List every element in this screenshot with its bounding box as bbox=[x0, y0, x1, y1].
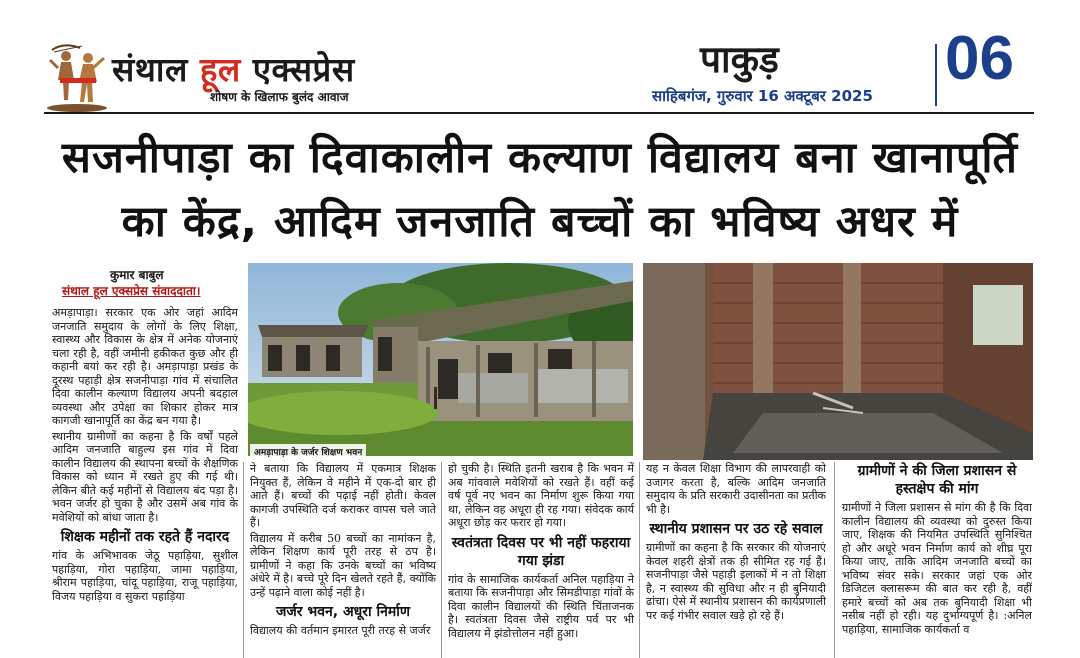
paragraph: ग्रामीणों का कहना है कि सरकार की योजनाएं केवल शहरी क्षेत्रों तक ही सीमित रह गई हैं। सजनीपाड़ा जैसे पहाड़ी इलाकों में न तो शिक्षा है, न स्वास्थ्य की सुविधा और न ही बुनियादी ढांचा। ऐसे में स्थानीय प्रशासन की कार्यप्रणाली पर कई गंभीर सवाल खड़े हो रहे हैं। bbox=[646, 541, 826, 622]
masthead bbox=[0, 0, 1080, 112]
article-column-2 bbox=[250, 462, 436, 658]
column-divider bbox=[243, 462, 244, 658]
brand-name-accent: हूल bbox=[199, 50, 241, 89]
subheading: ग्रामीणों ने की जिला प्रशासन से हस्तक्षेप की मांग bbox=[857, 463, 1017, 497]
tribal-hunters-logo bbox=[44, 40, 110, 112]
headline-line-1: सजनीपाड़ा का दिवाकालीन कल्याण विद्यालय बना खानापूर्ति bbox=[61, 133, 1019, 183]
subheading: जर्जर भवन, अधूरा निर्माण bbox=[275, 604, 410, 620]
brand-name: संथाल हूल एक्सप्रेस bbox=[112, 50, 355, 89]
paragraph: गांव के अभिभावक जेठू पहाड़िया, सुशील पहाड़िया, गोरा पहाड़िया, जामा पहाड़िया, श्रीराम पहाड़िया, चांदू पहाड़िया, राजू पहाड़िया, विजय पहाड़िया व सुकरा पहाड़िया bbox=[52, 549, 238, 603]
unfinished-classroom-photo bbox=[643, 263, 1033, 460]
paragraph: ने बताया कि विद्यालय में एकमात्र शिक्षक नियुक्त हैं, लेकिन वे महीने में एक-दो बार ही आते हैं। बच्चों की पढ़ाई नहीं होती। केवल कागजी उपस्थिति दर्ज कराकर वापस चले जाते हैं। bbox=[250, 462, 436, 529]
masthead-rule bbox=[44, 112, 1034, 114]
article-column-5 bbox=[842, 462, 1032, 658]
column-divider bbox=[834, 462, 835, 658]
article-column-3 bbox=[448, 462, 634, 658]
subheading: स्थानीय प्रशासन पर उठ रहे सवाल bbox=[649, 521, 823, 537]
city-name: पाकुड़ bbox=[700, 38, 779, 81]
byline-name: कुमार बाबुल bbox=[110, 268, 164, 282]
paragraph: विद्यालय में करीब 50 बच्चों का नामांकन है, लेकिन शिक्षण कार्य पूरी तरह से ठप है। ग्रामीणों ने कहा कि उनके बच्चों का भविष्य अंधेरे में है। बच्चे पूरे दिन खेलते रहते हैं, क्योंकि उन्हें पढ़ाने वाला कोई नहीं है। bbox=[250, 531, 436, 599]
headline-line-2: का केंद्र, आदिम जनजाति बच्चों का भविष्य अधर में bbox=[121, 197, 959, 247]
article-column-4 bbox=[646, 462, 826, 658]
paragraph: अमड़ापाड़ा। सरकार एक ओर जहां आदिम जनजाति समुदाय के लोगों के लिए शिक्षा, स्वास्थ्य और विकास के क्षेत्र में अनेक योजनाएं चला रही है, वहीं जमीनी हकीकत कुछ और ही कहानी बयां कर रही है। अमड़ापाड़ा प्रखंड के दूरस्थ पहाड़ी क्षेत्र सजनीपाड़ा गांव में संचालित दिवा कालीन कल्याण विद्यालय अपनी बदहाल व्यवस्था और उपेक्षा का शिकार होकर मात्र कागजी खानापूर्ति का केंद्र बन गया है। bbox=[52, 306, 238, 427]
paragraph: ग्रामीणों ने जिला प्रशासन से मांग की है कि दिवा कालीन विद्यालय की व्यवस्था को दुरुस्त किया जाए, शिक्षक की नियमित उपस्थिति सुनिश्चित हो और अधूरे भवन निर्माण कार्य को शीघ्र पूरा किया जाए, ताकि आदिम जनजाति बच्चों का भविष्य संवर सके। सरकार जहां एक ओर डिजिटल क्लासरूम की बात कर रही है, वहीं हमारे बच्चों को अब तक बुनियादी शिक्षा भी नसीब नहीं हो रही। यह दुर्भाग्यपूर्ण है। :अनिल पहाड़िया, सामाजिक कार्यकर्ता व bbox=[842, 501, 1032, 636]
dateline: साहिबगंज, गुरुवार 16 अक्टूबर 2025 bbox=[652, 87, 873, 105]
paragraph: हो चुकी है। स्थिति इतनी खराब है कि भवन में अब गांववाले मवेशियों को रखते हैं। वहीं कई वर्ष पूर्व नए भवन का निर्माण शुरू किया गया था, लेकिन वह अधूरा ही रह गया। संवेदक कार्य अधूरा छोड़ कर फरार हो गया। bbox=[448, 462, 634, 529]
paragraph: गांव के सामाजिक कार्यकर्ता अनिल पहाड़िया ने बताया कि सजनीपाड़ा और सिमडीपाड़ा गांवों के दिवा कालीन विद्यालयों की स्थिति चिंताजनक है। स्वतंत्रता दिवस जैसे राष्ट्रीय पर्व पर भी विद्यालय में झंडोत्तोलन नहीं हुआ। bbox=[448, 572, 634, 640]
paragraph: यह न केवल शिक्षा विभाग की लापरवाही को उजागर करता है, बल्कि आदिम जनजाति समुदाय के प्रति सरकारी उदासीनता का प्रतीक भी है। bbox=[646, 462, 826, 516]
article-column-1 bbox=[52, 306, 238, 658]
brand-tagline: शोषण के खिलाफ बुलंद आवाज bbox=[210, 90, 349, 104]
school-building-photo bbox=[248, 263, 633, 456]
subheading: स्वतंत्रता दिवस पर भी नहीं फहराया गया झंडा bbox=[451, 534, 631, 569]
subheading: शिक्षक महीनों तक रहते हैं नदारद bbox=[60, 529, 230, 545]
column-divider bbox=[441, 462, 442, 658]
byline-org: संथाल हूल एक्सप्रेस संवाददाता। bbox=[62, 284, 201, 298]
headline bbox=[44, 126, 1036, 254]
paragraph: विद्यालय की वर्तमान इमारत पूरी तरह से जर्जर bbox=[250, 624, 431, 637]
photo-caption: अमड़ापाड़ा के जर्जर शिक्षण भवन bbox=[250, 444, 366, 459]
column-divider bbox=[639, 462, 640, 658]
paragraph: स्थानीय ग्रामीणों का कहना है कि वर्षों पहले आदिम जनजाति बाहुल्य इस गांव में दिवा कालीन विद्यालय की स्थापना बच्चों के शैक्षणिक विकास को ध्यान में रखते हुए की गई थी। लेकिन बीते कई महीनों से विद्यालय बंद पड़ा है। भवन जर्जर हो चुका है और उसमें अब गांव के मवेशियों को बांधा जाता है। bbox=[52, 429, 238, 524]
masthead-divider bbox=[935, 44, 937, 106]
page-number: 06 bbox=[945, 24, 1014, 93]
